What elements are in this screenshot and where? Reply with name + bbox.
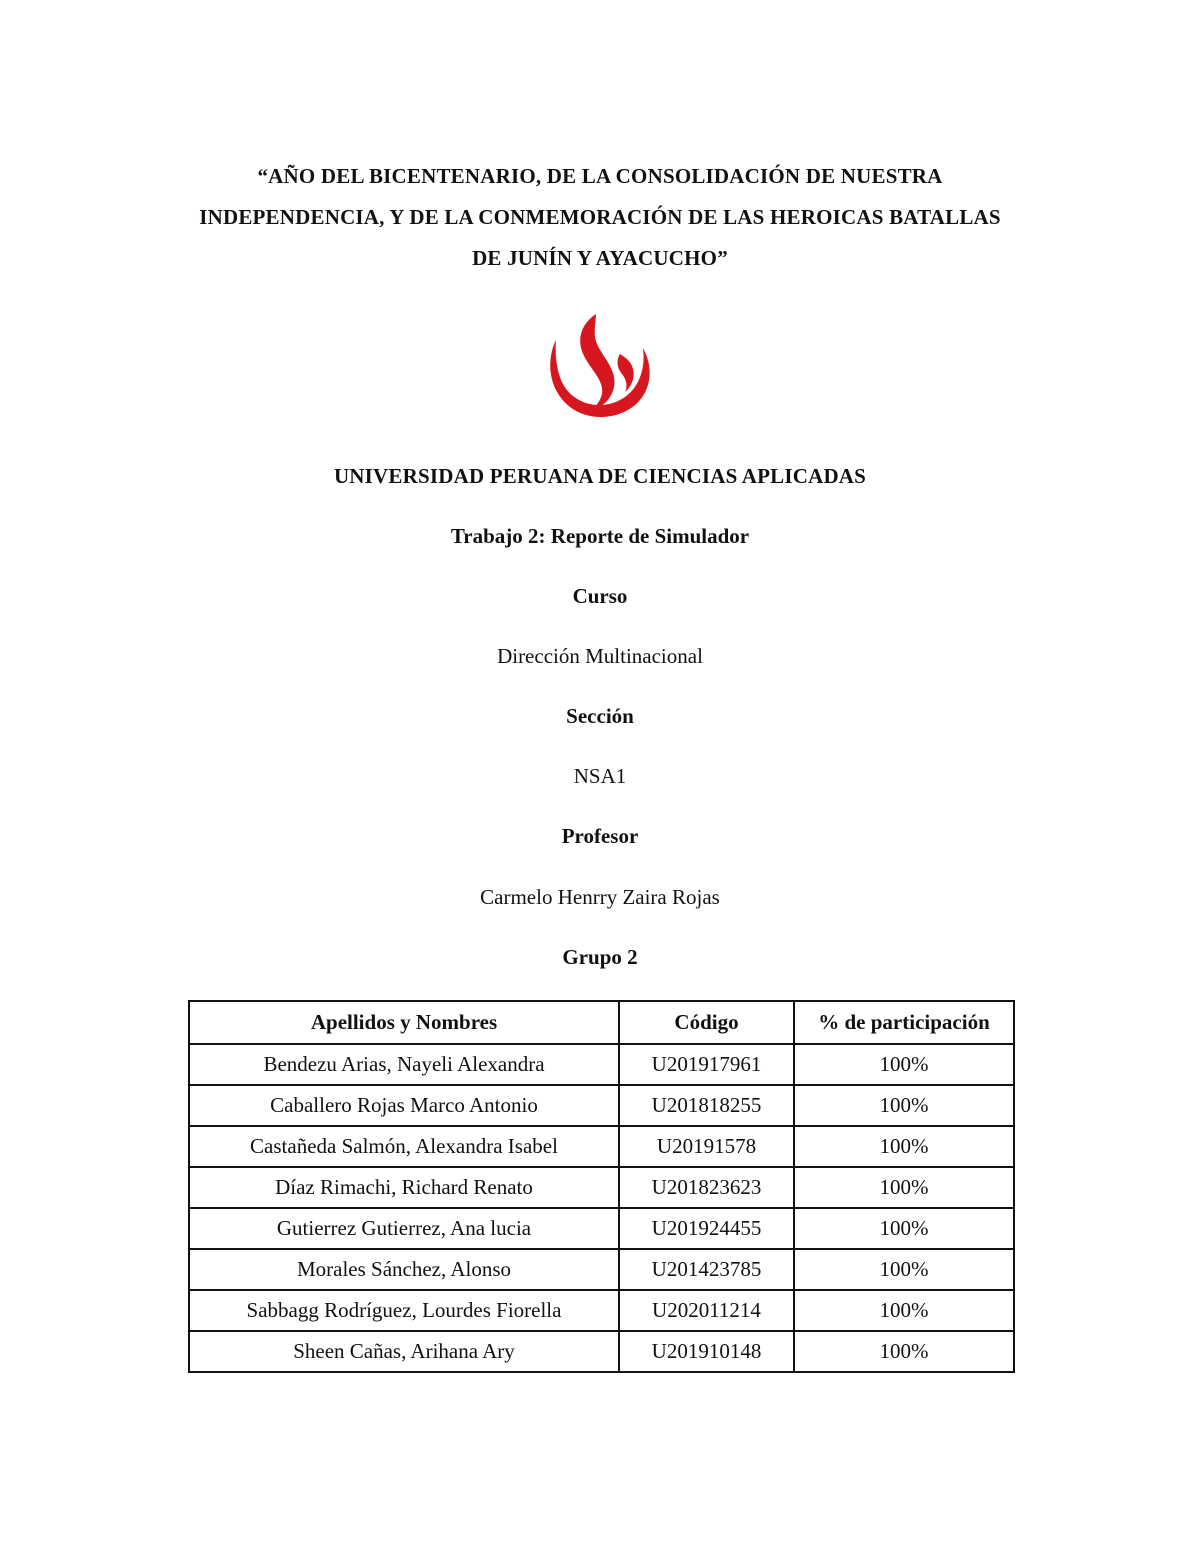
member-name: Gutierrez Gutierrez, Ana lucia (189, 1208, 619, 1249)
member-code: U201823623 (619, 1167, 794, 1208)
member-name: Díaz Rimachi, Richard Renato (189, 1167, 619, 1208)
member-code: U201917961 (619, 1044, 794, 1085)
university-name: UNIVERSIDAD PERUANA DE CIENCIAS APLICADAS (333, 464, 867, 488)
upc-flame-logo-icon (546, 312, 654, 420)
member-code: U201924455 (619, 1208, 794, 1249)
table-row (189, 1331, 1014, 1372)
table-row (189, 1044, 1014, 1085)
member-code: U202011214 (619, 1290, 794, 1331)
table-row (189, 1167, 1014, 1208)
course-value: Dirección Multinacional (497, 644, 703, 668)
year-title (120, 156, 1080, 279)
section-label: Sección (566, 704, 634, 728)
column-header-participation: % de participación (794, 1001, 1014, 1044)
member-participation: 100% (794, 1208, 1014, 1249)
member-name: Caballero Rojas Marco Antonio (189, 1085, 619, 1126)
column-header-names: Apellidos y Nombres (189, 1001, 619, 1044)
member-participation: 100% (794, 1167, 1014, 1208)
member-participation: 100% (794, 1126, 1014, 1167)
assignment-title: Trabajo 2: Reporte de Simulador (450, 524, 750, 548)
year-title-line: “AÑO DEL BICENTENARIO, DE LA CONSOLIDACIÓN DE NUESTRA (257, 164, 943, 188)
table-row (189, 1126, 1014, 1167)
member-name: Sabbagg Rodríguez, Lourdes Fiorella (189, 1290, 619, 1331)
member-code: U201910148 (619, 1331, 794, 1372)
member-participation: 100% (794, 1249, 1014, 1290)
table-row (189, 1085, 1014, 1126)
member-participation: 100% (794, 1085, 1014, 1126)
year-title-line: DE JUNÍN Y AYACUCHO” (472, 246, 728, 270)
year-title-line: INDEPENDENCIA, Y DE LA CONMEMORACIÓN DE LAS HEROICAS BATALLAS (199, 205, 1001, 229)
table-header-row (189, 1001, 1014, 1044)
column-header-code: Código (619, 1001, 794, 1044)
member-name: Morales Sánchez, Alonso (189, 1249, 619, 1290)
course-label: Curso (572, 584, 628, 608)
member-code: U201423785 (619, 1249, 794, 1290)
member-code: U20191578 (619, 1126, 794, 1167)
professor-value: Carmelo Henrry Zaira Rojas (480, 885, 720, 909)
section-value: NSA1 (573, 764, 627, 788)
member-code: U201818255 (619, 1085, 794, 1126)
member-name: Bendezu Arias, Nayeli Alexandra (189, 1044, 619, 1085)
table-row (189, 1290, 1014, 1331)
members-table (188, 1000, 1015, 1373)
member-participation: 100% (794, 1331, 1014, 1372)
member-name: Castañeda Salmón, Alexandra Isabel (189, 1126, 619, 1167)
group-label: Grupo 2 (562, 945, 638, 969)
member-participation: 100% (794, 1290, 1014, 1331)
professor-label: Profesor (561, 824, 639, 848)
table-row (189, 1208, 1014, 1249)
table-row (189, 1249, 1014, 1290)
member-participation: 100% (794, 1044, 1014, 1085)
member-name: Sheen Cañas, Arihana Ary (189, 1331, 619, 1372)
